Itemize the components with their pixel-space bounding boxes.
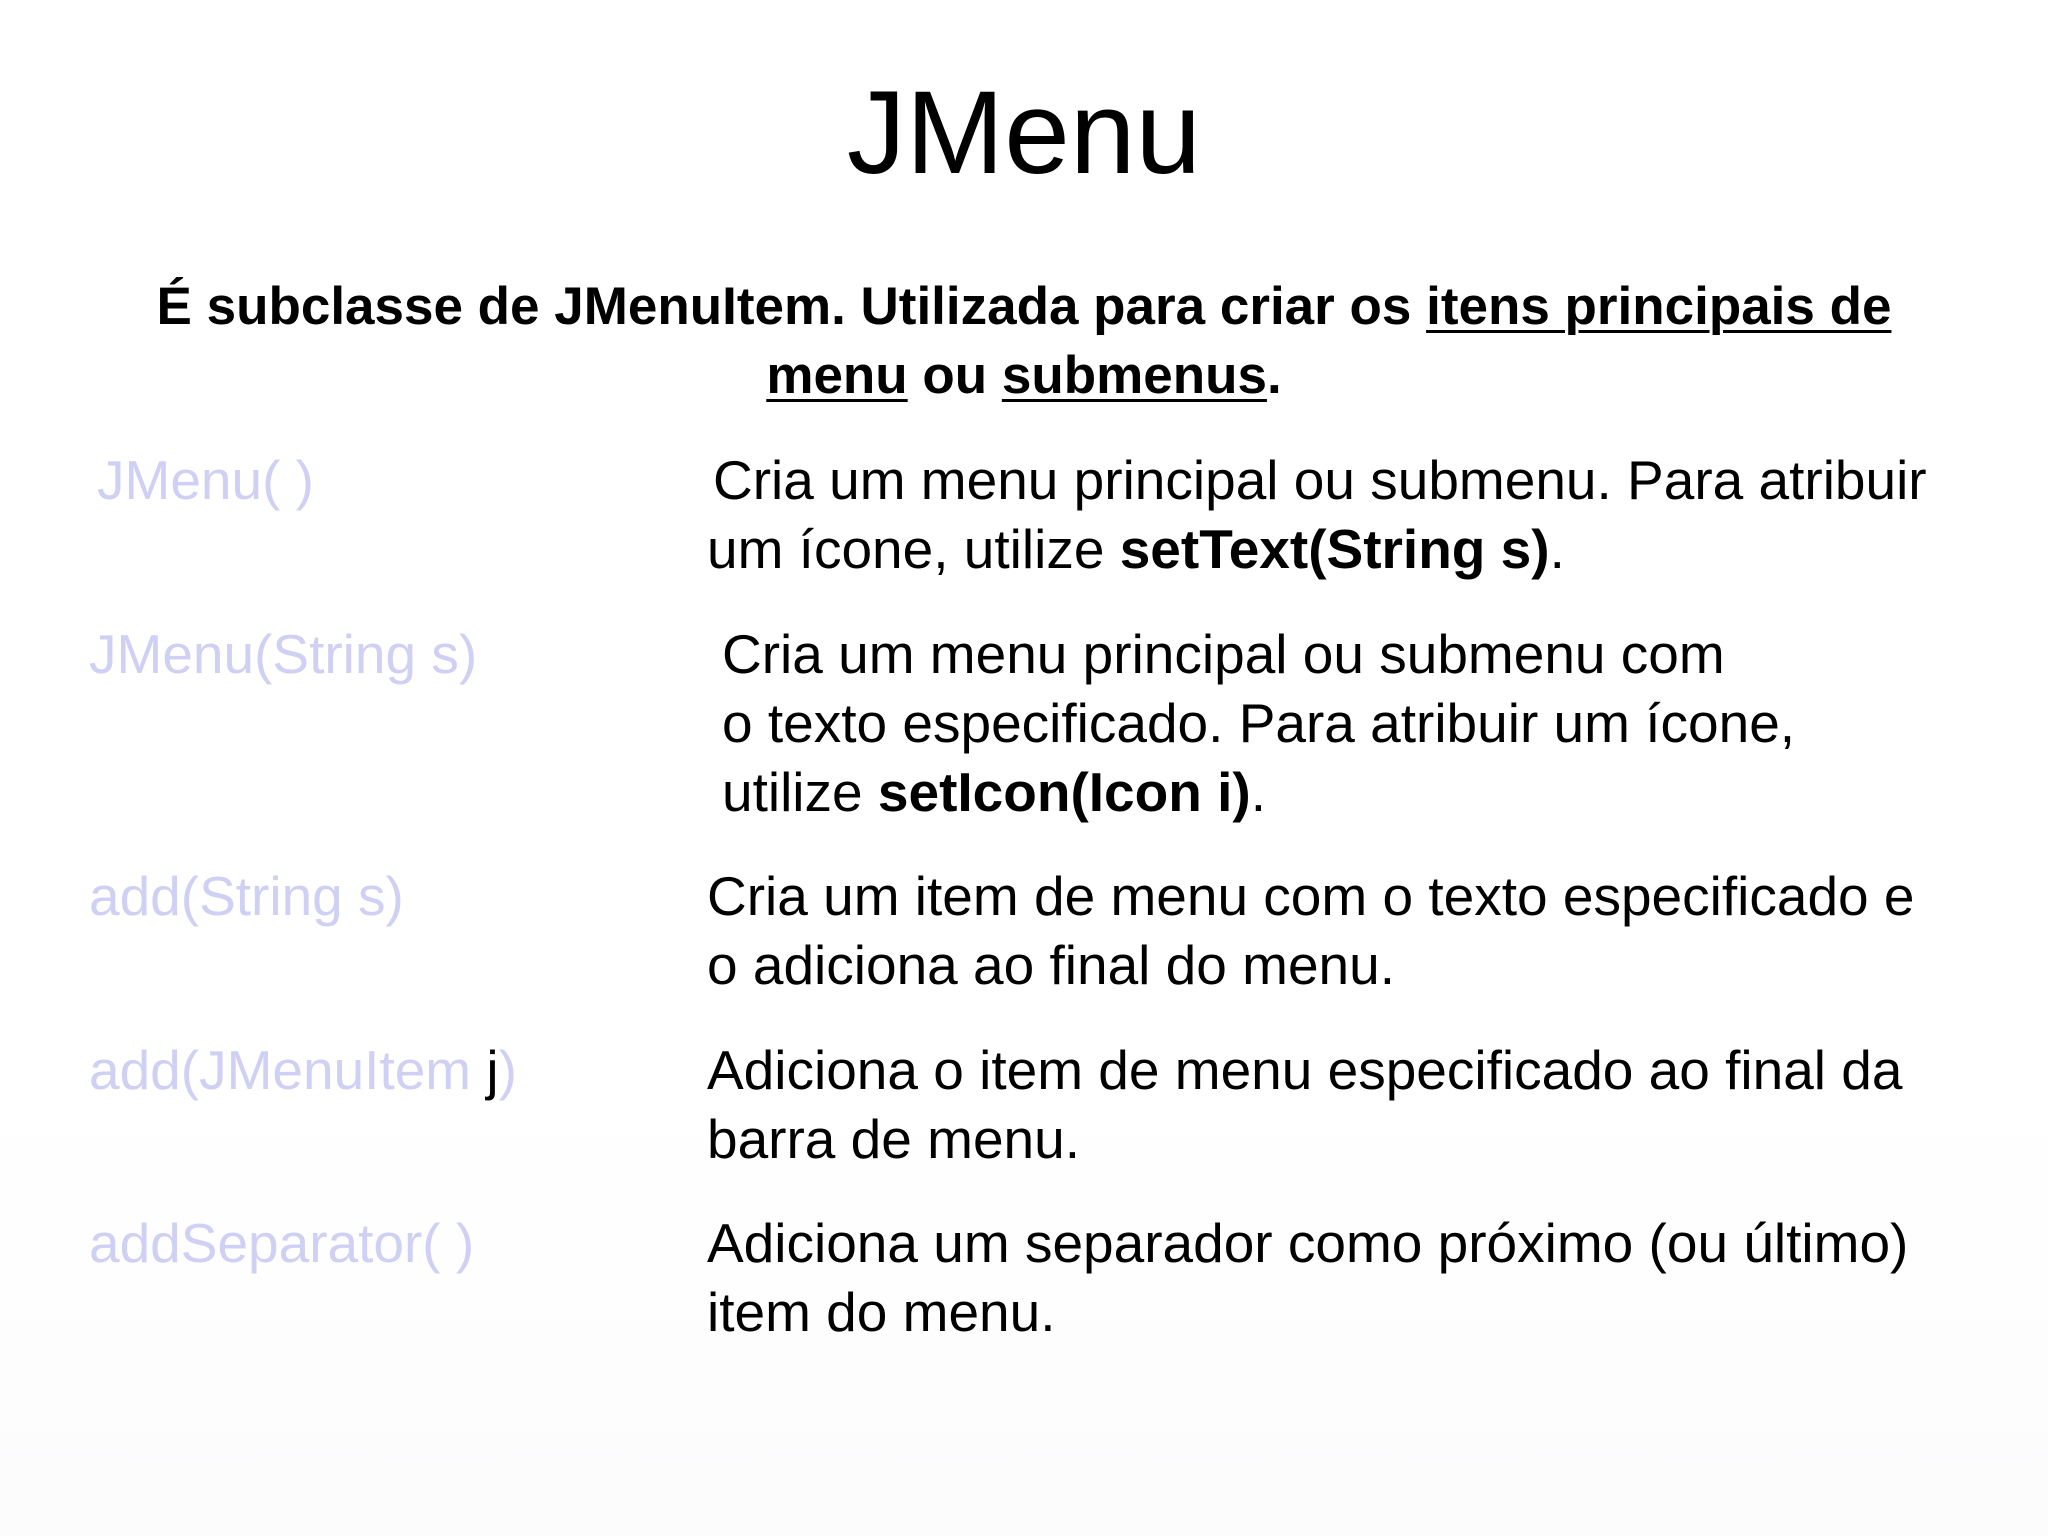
- description-line: [707, 931, 2048, 1000]
- method-name: JMenu( ): [97, 449, 314, 511]
- method-name: JMenu(String s): [89, 623, 478, 685]
- intro-link-submenus[interactable]: submenus: [1001, 346, 1267, 405]
- description-text: Cria um item de menu com o texto especificado e: [707, 865, 1915, 927]
- description-line: [713, 446, 2048, 515]
- description-line: [707, 1278, 2048, 1347]
- slide-title: JMenu: [846, 67, 1202, 199]
- method-description: [707, 1036, 2048, 1174]
- intro-link-main-items[interactable]: itens principais de menu: [766, 277, 1892, 405]
- description-line: [707, 1105, 2048, 1174]
- description-text: utilize: [722, 761, 878, 823]
- description-line: [722, 758, 2048, 827]
- description-text: o texto especificado. Para atribuir um ícone,: [722, 692, 1796, 754]
- description-text: o adiciona ao final do menu.: [707, 934, 1395, 996]
- description-text: um ícone, utilize: [707, 518, 1120, 580]
- description-text: Adiciona o item de menu especificado ao final da: [707, 1039, 1903, 1101]
- method-description: [707, 1209, 2048, 1347]
- code-reference: setIcon(Icon i): [877, 761, 1251, 823]
- description-text: item do menu.: [707, 1281, 1056, 1343]
- description-text: Cria um menu principal ou submenu com: [722, 623, 1725, 685]
- description-text: barra de menu.: [707, 1108, 1080, 1170]
- description-text: Cria um menu principal ou submenu. Para atribuir: [713, 449, 1927, 511]
- description-line: [707, 515, 2048, 584]
- description-line: [722, 689, 2048, 758]
- description-line: [707, 862, 2048, 931]
- description-text: Adiciona um separador como próximo (ou último): [707, 1212, 1909, 1274]
- method-name: [89, 1036, 517, 1105]
- method-name-prefix: add(JMenuItem: [89, 1039, 487, 1101]
- method-description: [707, 446, 2048, 584]
- description-punct: .: [1549, 518, 1565, 580]
- description-punct: .: [1250, 761, 1266, 823]
- method-name-suffix: ): [498, 1039, 517, 1101]
- intro-prefix: É subclasse de JMenuItem. Utilizada para criar os: [156, 277, 1427, 336]
- description-line: [722, 620, 2048, 689]
- method-description: [707, 862, 2048, 1000]
- method-name: addSeparator( ): [89, 1212, 475, 1274]
- intro-paragraph: [80, 272, 1968, 410]
- method-name-param: j: [486, 1039, 499, 1101]
- description-line: [707, 1209, 2048, 1278]
- description-line: [707, 1036, 2048, 1105]
- method-description: [722, 620, 2048, 827]
- intro-middle: ou: [907, 346, 1002, 405]
- intro-suffix: .: [1266, 346, 1282, 405]
- code-reference: setText(String s): [1119, 518, 1550, 580]
- method-name: add(String s): [89, 865, 404, 927]
